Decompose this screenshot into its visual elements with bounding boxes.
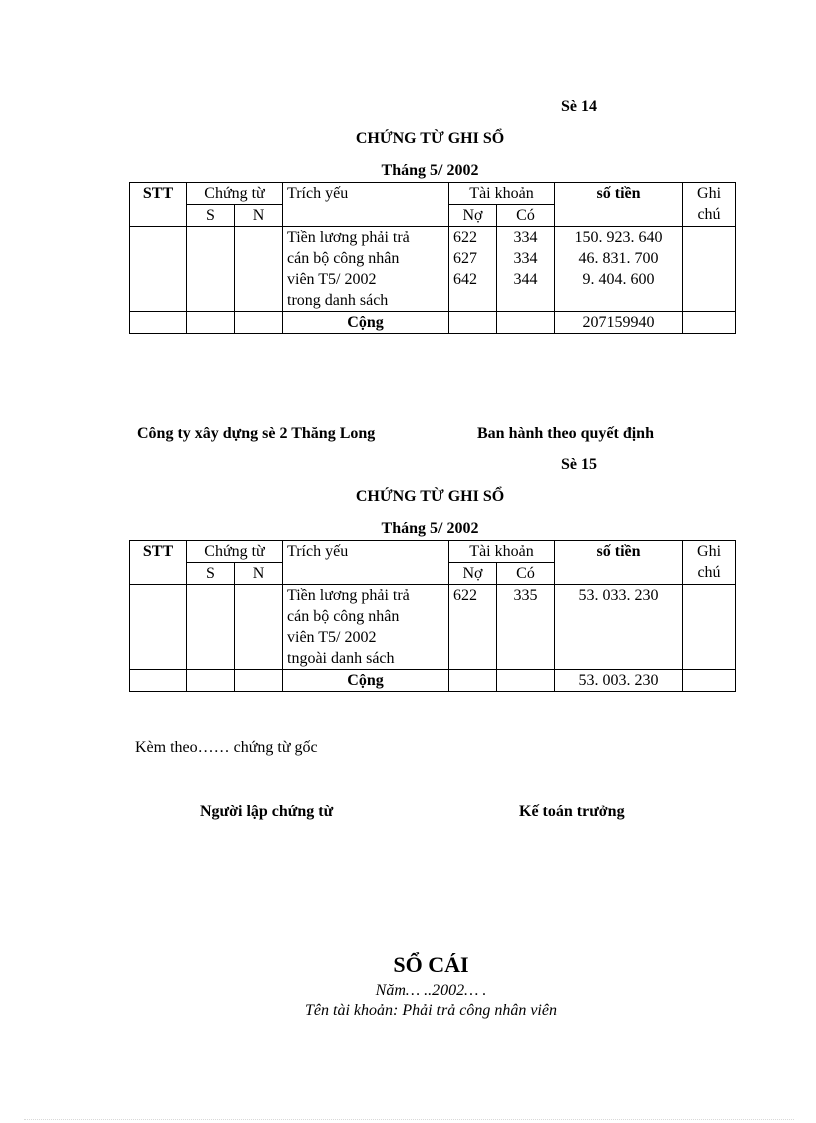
voucher1-number: Sè 14 bbox=[561, 98, 597, 115]
table-subheader-row bbox=[130, 205, 736, 227]
entry-credit: 335 bbox=[497, 585, 555, 670]
note-header: Ghi chú bbox=[683, 541, 736, 585]
summary-header-cont bbox=[283, 563, 449, 585]
amount-header: số tiền bbox=[555, 541, 683, 563]
summary-header-cont bbox=[283, 205, 449, 227]
ledger-year: Năm… ..2002… . bbox=[375, 982, 487, 999]
voucher2-title: CHỨNG TỪ GHI SỔ bbox=[355, 488, 505, 505]
table-subheader-row bbox=[130, 563, 736, 585]
ledger-account-name: Tên tài khoản: Phải trả công nhân viên bbox=[305, 1002, 557, 1019]
entry-debit: 622 bbox=[449, 585, 497, 670]
table-header-row bbox=[130, 541, 736, 563]
voucher-header: Chứng từ bbox=[187, 183, 283, 205]
voucher1-month: Tháng 5/ 2002 bbox=[381, 162, 479, 179]
voucher-header: Chứng từ bbox=[187, 541, 283, 563]
debit-header: Nợ bbox=[449, 205, 497, 227]
total-amount: 207159940 bbox=[555, 312, 683, 334]
amount-header: số tiền bbox=[555, 183, 683, 205]
stt-header: STT bbox=[130, 541, 187, 563]
total-amount: 53. 003. 230 bbox=[555, 670, 683, 692]
account-header: Tài khoản bbox=[449, 183, 555, 205]
debit-header: Nợ bbox=[449, 563, 497, 585]
stt-header: STT bbox=[130, 183, 187, 205]
table-row bbox=[130, 227, 736, 312]
amount-header-cont bbox=[555, 205, 683, 227]
voucher2-month: Tháng 5/ 2002 bbox=[381, 520, 479, 537]
voucher1-title: CHỨNG TỪ GHI SỔ bbox=[355, 130, 505, 147]
total-label: Cộng bbox=[283, 312, 449, 334]
issued-by: Ban hành theo quyết định bbox=[477, 425, 654, 442]
voucher2-number: Sè 15 bbox=[561, 456, 597, 473]
voucher-n-header: N bbox=[235, 205, 283, 227]
stt-header-cont bbox=[130, 205, 187, 227]
entry-summary: Tiền lương phải trả cán bộ công nhân viên T5/ 2002 trong danh sách bbox=[283, 227, 449, 312]
entry-debit: 622 627 642 bbox=[449, 227, 497, 312]
table-header-row bbox=[130, 183, 736, 205]
total-row bbox=[130, 670, 736, 692]
total-row bbox=[130, 312, 736, 334]
ledger-title: SỔ CÁI bbox=[393, 952, 469, 977]
entry-summary: Tiền lương phải trả cán bộ công nhân viên T5/ 2002 tngoài danh sách bbox=[283, 585, 449, 670]
voucher-s-header: S bbox=[187, 205, 235, 227]
attached-documents-note: Kèm theo…… chứng từ gốc bbox=[135, 739, 318, 756]
voucher2-table bbox=[129, 540, 736, 692]
amount-header-cont bbox=[555, 563, 683, 585]
account-header: Tài khoản bbox=[449, 541, 555, 563]
total-label: Cộng bbox=[283, 670, 449, 692]
chief-accountant-signature-label: Kế toán trưởng bbox=[519, 803, 625, 820]
stt-header-cont bbox=[130, 563, 187, 585]
table-row bbox=[130, 585, 736, 670]
credit-header: Có bbox=[497, 563, 555, 585]
voucher1-table bbox=[129, 182, 736, 334]
entry-amount: 150. 923. 640 46. 831. 700 9. 404. 600 bbox=[555, 227, 683, 312]
company-name: Công ty xây dựng sè 2 Thăng Long bbox=[137, 425, 376, 442]
voucher-s-header: S bbox=[187, 563, 235, 585]
credit-header: Có bbox=[497, 205, 555, 227]
preparer-signature-label: Người lập chứng từ bbox=[200, 803, 334, 820]
entry-credit: 334 334 344 bbox=[497, 227, 555, 312]
note-header: Ghi chú bbox=[683, 183, 736, 227]
summary-header: Trích yếu bbox=[283, 183, 449, 205]
page-bottom-divider bbox=[24, 1119, 794, 1120]
summary-header: Trích yếu bbox=[283, 541, 449, 563]
voucher-n-header: N bbox=[235, 563, 283, 585]
entry-amount: 53. 033. 230 bbox=[555, 585, 683, 670]
